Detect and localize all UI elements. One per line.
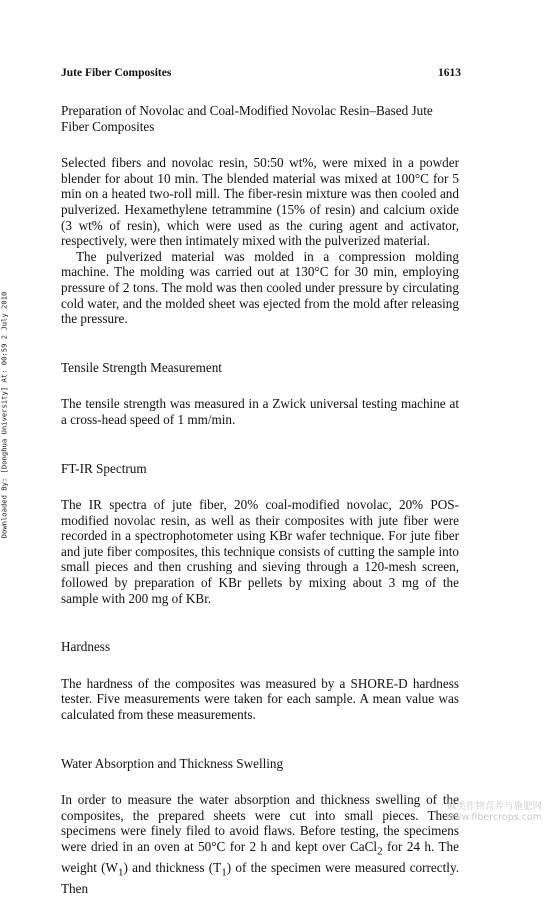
text-run: In order to measure the water absorption and thickness swelling of the composites, the prepared sheets were cut into small pieces. These specimens were finely filed to avoid flaws. Before testing, the specimens were dried in an oven at 50°C for 2 h and kept over CaCl	[61, 792, 459, 854]
paragraph-preparation-1: Selected fibers and novolac resin, 50:50 wt%, were mixed in a powder blender for about 10 min. The blended material was mixed at 100°C for 5 min on a heated two-roll mill. The fiber-resin mixture was then cooled and pulverized. Hexamethylene tetrammine (15% of resin) and calcium oxide (3 wt% of resin), which were used as the curing agent and activator, respectively, were then intimately mixed with the pulverized material.	[61, 155, 459, 249]
page-body	[61, 103, 459, 897]
subscript: 2	[377, 845, 383, 858]
subscript: 1	[221, 866, 227, 879]
download-note-text: Downloaded By: [Donghua University] At: 00:59 2 July 2010	[0, 291, 9, 539]
download-note	[0, 291, 14, 539]
watermark-line-2: www.fibercrops.com	[445, 812, 542, 823]
section-heading-ftir: FT-IR Spectrum	[61, 460, 147, 476]
section-heading-hardness: Hardness	[61, 639, 111, 655]
running-title: Jute Fiber Composites	[61, 67, 172, 79]
text-run: ) of the specimen were measured correctly. Then	[61, 860, 459, 897]
section-heading-preparation: Preparation of Novolac and Coal-Modified Novolac Resin–Based Jute Fiber Composites	[61, 103, 433, 134]
paragraph-ftir: The IR spectra of jute fiber, 20% coal-modified novolac, 20% POS-modified novolac resin, as well as their composites with jute fiber were recorded in a spectrophotometer using KBr wafer technique. For jute fiber and jute fiber composites, this technique consists of cutting the sample into small pieces and then crushing and sieving through a 120-mesh screen, followed by preparation of KBr pellets by mixing about 3 mg of the sample with 200 mg of KBr.	[61, 497, 459, 606]
text-run: ) and thickness (T	[123, 860, 222, 876]
running-header	[61, 66, 461, 80]
section-heading-water-absorption: Water Absorption and Thickness Swelling	[61, 755, 284, 771]
page-number: 1613	[438, 67, 461, 79]
subscript: 1	[118, 866, 124, 879]
watermark-line-1: 麻类作物营养与施肥网	[446, 801, 542, 812]
paragraph-tensile: The tensile strength was measured in a Zwick universal testing machine at a cross-head speed of 1 mm/min.	[61, 396, 459, 427]
paragraph-water-absorption	[61, 792, 459, 897]
section-heading-tensile: Tensile Strength Measurement	[61, 359, 222, 375]
paragraph-hardness: The hardness of the composites was measured by a SHORE-D hardness tester. Five measurements were taken for each sample. A mean value was calculated from these measurements.	[61, 675, 459, 723]
text-run: for 24 h. The weight (W	[61, 839, 459, 876]
paragraph-preparation-2: The pulverized material was molded in a compression molding machine. The molding was carried out at 130°C for 30 min, employing pressure of 2 tons. The mold was then cooled under pressure by circulating cold water, and the molded sheet was ejected from the mold after releasing the pressure.	[61, 248, 459, 327]
watermark	[446, 801, 542, 823]
